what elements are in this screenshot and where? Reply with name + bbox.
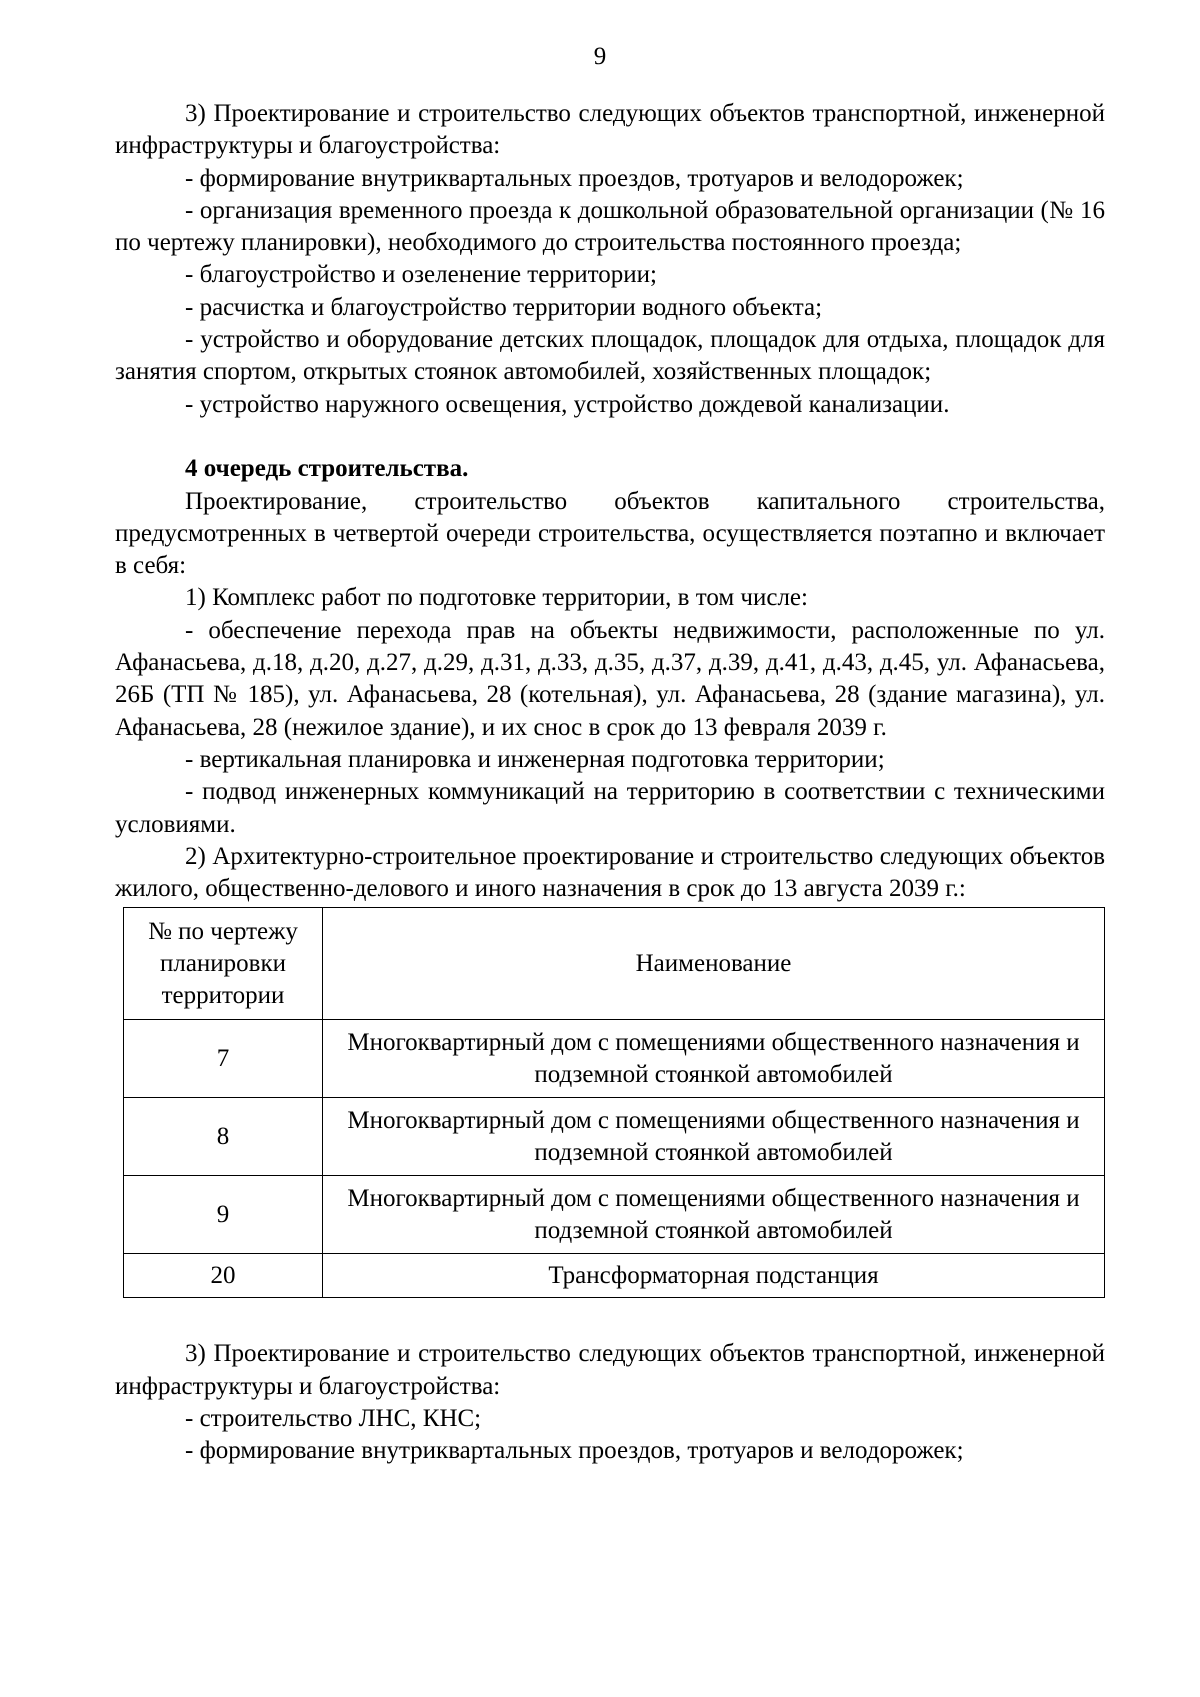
header-name: Наименование: [323, 908, 1105, 1020]
table-row: [124, 1098, 1105, 1176]
paragraph-block3-intro: 3) Проектирование и строительство следующих объектов транспортной, инженерной инфраструктуры и благоустройства:: [115, 1340, 1105, 1400]
list-item: - обеспечение перехода прав на объекты недвижимости, расположенные по ул. Афанасьева, д.18, д.20, д.27, д.29, д.31, д.33, д.35, д.37, д.39, д.41, д.43, д.45, ул. Афанасьева, 26Б (ТП № 185), ул. Афанасьева, 28 (котельная), ул. Афанасьева, 28 (здание магазина), ул. Афанасьева, 28 (нежилое здание), и их снос в срок до 13 февраля 2039 г.: [115, 616, 1105, 741]
list-item: - формирование внутриквартальных проездов, тротуаров и велодорожек;: [185, 164, 964, 192]
table-row: [124, 1020, 1105, 1098]
spacer: [115, 1298, 1105, 1338]
list-item: - строительство ЛНС, КНС;: [185, 1405, 482, 1433]
document-body: [115, 98, 1105, 1468]
paragraph-sub1: 1) Комплекс работ по подготовке территории, в том числе:: [185, 584, 808, 612]
header-number: № по чертежу планировки территории: [124, 908, 323, 1020]
cell-number: 8: [124, 1098, 323, 1176]
paragraph-block1-intro: 3) Проектирование и строительство следующих объектов транспортной, инженерной инфраструктуры и благоустройства:: [115, 100, 1105, 160]
list-item: - формирование внутриквартальных проездов, тротуаров и велодорожек;: [185, 1437, 964, 1465]
table-row: [124, 1176, 1105, 1254]
cell-name: Многоквартирный дом с помещениями общественного назначения и подземной стоянкой автомобилей: [323, 1176, 1105, 1254]
spacer: [115, 421, 1105, 453]
cell-name: Многоквартирный дом с помещениями общественного назначения и подземной стоянкой автомобилей: [323, 1098, 1105, 1176]
page-number: 9: [593, 43, 607, 70]
cell-name: Трансформаторная подстанция: [323, 1254, 1105, 1298]
paragraph-stage4-intro: Проектирование, строительство объектов капитального строительства, предусмотренных в четвертой очереди строительства, осуществляется поэтапно и включает в себя:: [115, 487, 1105, 580]
list-item: - устройство наружного освещения, устройство дождевой канализации.: [185, 390, 950, 418]
list-item: - устройство и оборудование детских площадок, площадок для отдыха, площадок для занятия спортом, открытых стоянок автомобилей, хозяйственных площадок;: [115, 326, 1105, 386]
paragraph-sub2: 2) Архитектурно-строительное проектирование и строительство следующих объектов жилого, общественно-делового и иного назначения в срок до 13 августа 2039 г.:: [115, 842, 1105, 903]
list-item: - вертикальная планировка и инженерная подготовка территории;: [185, 745, 885, 773]
section-heading: 4 очередь строительства.: [185, 455, 469, 483]
list-item: - подвод инженерных коммуникаций на территорию в соответствии с техническими условиями.: [115, 778, 1105, 838]
cell-number: 20: [124, 1254, 323, 1298]
cell-name: Многоквартирный дом с помещениями общественного назначения и подземной стоянкой автомобилей: [323, 1020, 1105, 1098]
table-row: [124, 1254, 1105, 1298]
table-header-row: [124, 908, 1105, 1020]
list-item: - благоустройство и озеленение территории;: [185, 261, 657, 289]
list-item: - расчистка и благоустройство территории водного объекта;: [185, 293, 823, 321]
cell-number: 9: [124, 1176, 323, 1254]
list-item: - организация временного проезда к дошкольной образовательной организации (№ 16 по чертежу планировки), необходимого до строительства постоянного проезда;: [115, 196, 1105, 257]
objects-table: [123, 907, 1105, 1298]
cell-number: 7: [124, 1020, 323, 1098]
